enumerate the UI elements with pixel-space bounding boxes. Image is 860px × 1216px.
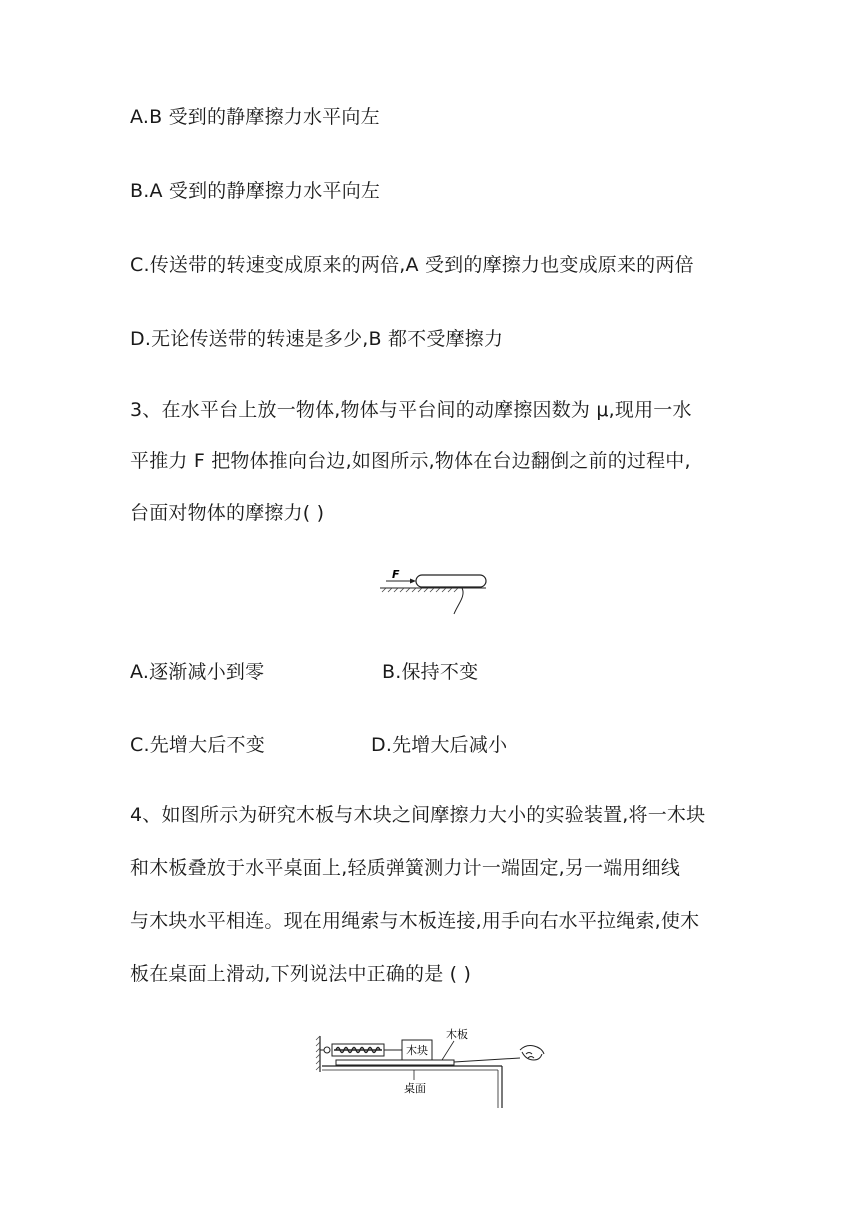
q3-option-b: B.保持不变 [382,661,479,683]
q4-figure [314,1028,554,1112]
q3-stem-line-2: 平推力 F 把物体推向台边,如图所示,物体在台边翻倒之前的过程中, [130,450,691,472]
board-label: 木板 [446,1028,468,1041]
q2-option-b: B.A 受到的静摩擦力水平向左 [130,180,381,202]
q4-stem-line-3: 与木块水平相连。现在用绳索与木板连接,用手向右水平拉绳索,使木 [130,910,700,932]
q2-option-a: A.B 受到的静摩擦力水平向左 [130,106,380,128]
q3-option-d: D.先增大后减小 [371,734,508,756]
hand-icon [520,1046,544,1061]
q2-option-c: C.传送带的转速变成原来的两倍,A 受到的摩擦力也变成原来的两倍 [130,254,694,276]
force-label: F [392,568,400,581]
q4-stem-line-4: 板在桌面上滑动,下列说法中正确的是 ( ) [130,963,472,985]
q3-figure [376,566,496,618]
q4-stem-line-1: 4、如图所示为研究木板与木块之间摩擦力大小的实验装置,将一木块 [130,804,706,826]
object-block [416,575,486,587]
desk-label: 桌面 [404,1082,426,1095]
q2-option-d: D.无论传送带的转速是多少,B 都不受摩擦力 [130,328,504,350]
q4-stem-line-2: 和木板叠放于水平桌面上,轻质弹簧测力计一端固定,另一端用细线 [130,857,681,879]
block-label: 木块 [406,1044,428,1057]
q3-option-a: A.逐渐减小到零 [130,661,265,683]
q3-stem-line-1: 3、在水平台上放一物体,物体与平台间的动摩擦因数为 μ,现用一水 [130,399,692,421]
q3-option-c: C.先增大后不变 [130,734,265,756]
wood-board [336,1060,454,1065]
q3-stem-line-3: 台面对物体的摩擦力( ) [130,502,325,524]
